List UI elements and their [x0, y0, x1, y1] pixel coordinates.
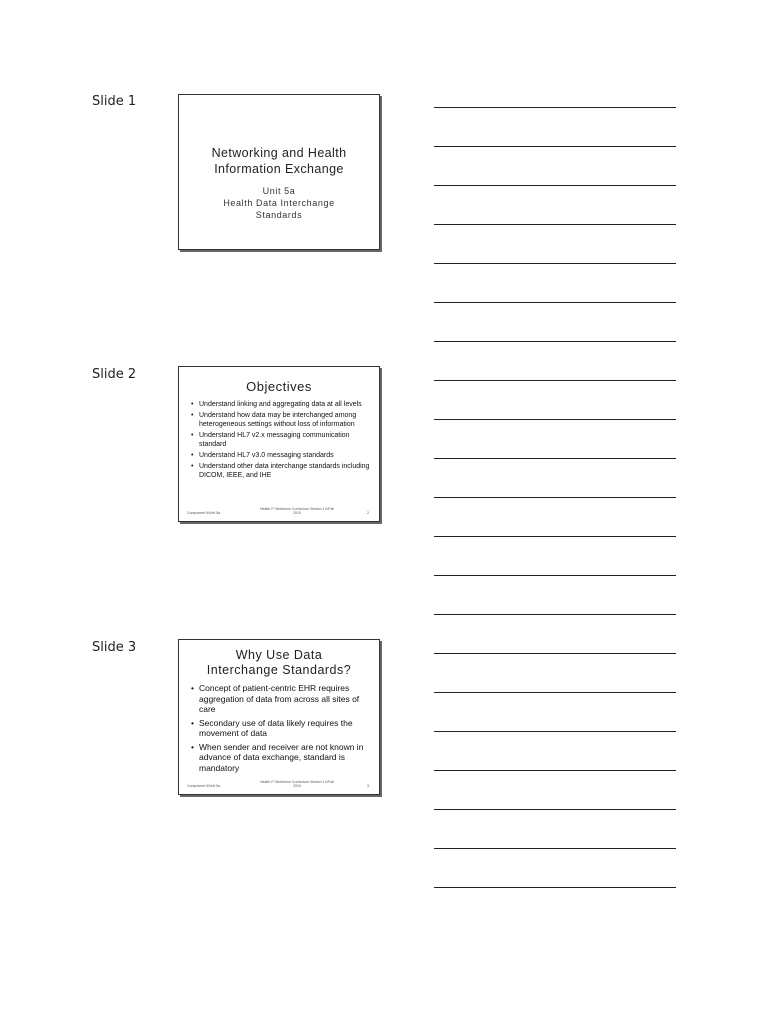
slide-1-thumbnail	[178, 94, 380, 250]
note-line	[434, 380, 676, 381]
bullet-item: • Concept of patient-centric EHR requires aggregation of data from across all sites of care	[199, 683, 371, 715]
note-line	[434, 302, 676, 303]
note-line	[434, 185, 676, 186]
bullet-item: • Understand linking and aggregating data at all levels	[199, 400, 371, 409]
note-line	[434, 263, 676, 264]
footer-left: Component 9/Unit 5a	[187, 784, 221, 788]
slide-number: 3	[367, 784, 369, 788]
slide-1-subtitle	[179, 185, 379, 221]
slide-3-thumbnail	[178, 639, 380, 795]
footer-center: Health IT Workforce Curriculum Version 1.0/Fall 2010	[260, 507, 334, 515]
slide-number: 2	[367, 511, 369, 515]
bullet-item: • Secondary use of data likely requires the movement of data	[199, 718, 371, 739]
note-line	[434, 770, 676, 771]
note-line	[434, 107, 676, 108]
bullet-item: • When sender and receiver are not known in advance of data exchange, standard is mandatory	[199, 742, 371, 774]
slide-3-label: Slide 3	[92, 640, 137, 655]
note-line	[434, 887, 676, 888]
bullet-item: • Understand HL7 v2.x messaging communication standard	[199, 431, 371, 449]
note-line	[434, 497, 676, 498]
note-line	[434, 848, 676, 849]
slide-2-label: Slide 2	[92, 367, 137, 382]
note-line	[434, 536, 676, 537]
slide-1-subtitle-line2: Health Data Interchange Standards	[223, 198, 335, 220]
note-line	[434, 419, 676, 420]
note-line	[434, 575, 676, 576]
note-line	[434, 731, 676, 732]
slide-1-title: Networking and Health Information Exchange	[211, 146, 347, 176]
note-line	[434, 653, 676, 654]
slide-3-title: Why Use Data Interchange Standards?	[206, 648, 352, 677]
note-line	[434, 692, 676, 693]
footer-left: Component 9/Unit 5a	[187, 511, 221, 515]
slide-2-title: Objectives	[246, 379, 312, 394]
slide-1-label: Slide 1	[92, 94, 137, 109]
slide-2-bullet-list	[179, 400, 379, 480]
slide-1-subtitle-line1: Unit 5a	[262, 186, 296, 196]
slide-3-bullet-list	[179, 683, 379, 773]
slide-2-thumbnail	[178, 366, 380, 522]
note-line	[434, 614, 676, 615]
note-line	[434, 224, 676, 225]
note-line	[434, 146, 676, 147]
footer-center: Health IT Workforce Curriculum Version 1.0/Fall 2010	[260, 780, 334, 788]
note-line	[434, 458, 676, 459]
note-line	[434, 809, 676, 810]
bullet-item: • Understand HL7 v3.0 messaging standards	[199, 451, 371, 460]
note-line	[434, 341, 676, 342]
bullet-item: • Understand how data may be interchanged among heterogeneous settings without loss of information	[199, 411, 371, 429]
bullet-item: • Understand other data interchange standards including DICOM, IEEE, and IHE	[199, 462, 371, 480]
